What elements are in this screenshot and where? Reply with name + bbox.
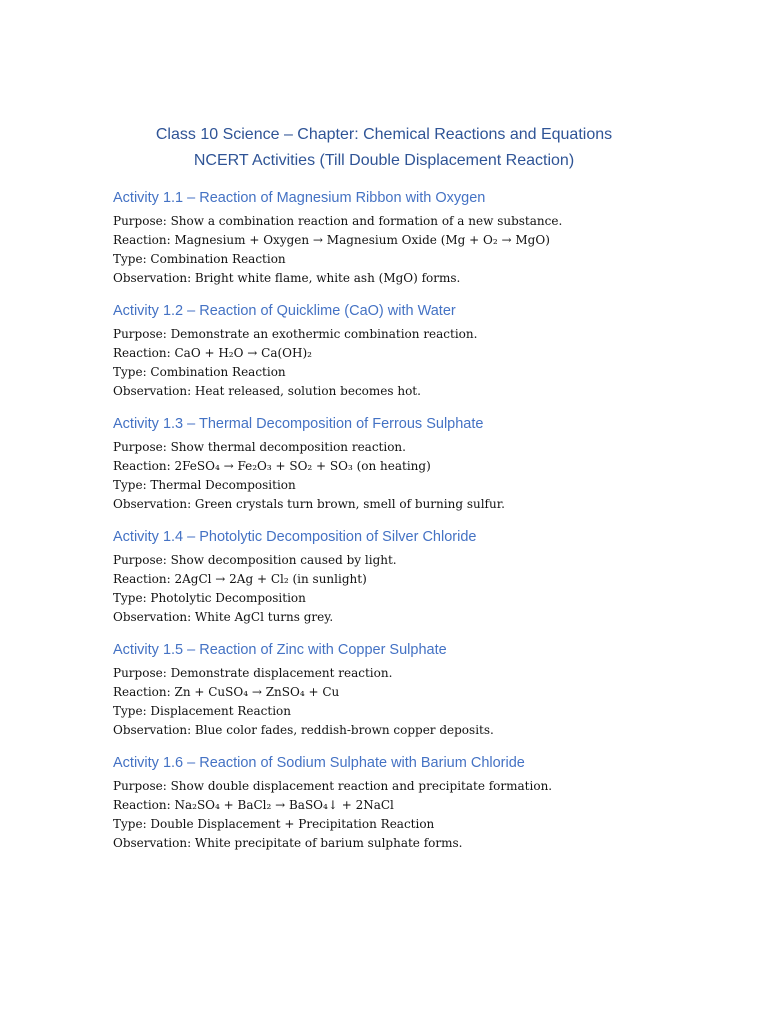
activity-heading: Activity 1.3 – Thermal Decomposition of Ferrous Sulphate	[113, 416, 484, 432]
activity-observation: Observation: Bright white flame, white ash (MgO) forms.	[113, 271, 461, 285]
activity-section-1-1	[113, 189, 733, 288]
activity-type: Type: Combination Reaction	[113, 252, 286, 266]
activity-section-1-2	[113, 302, 733, 401]
activity-purpose: Purpose: Demonstrate displacement reaction.	[113, 666, 393, 680]
activity-observation: Observation: White AgCl turns grey.	[113, 610, 334, 624]
activity-reaction: Reaction: 2FeSO₄ → Fe₂O₃ + SO₂ + SO₃ (on heating)	[113, 459, 431, 473]
activity-section-1-5	[113, 641, 733, 740]
activity-type: Type: Displacement Reaction	[113, 704, 292, 718]
document-title: Class 10 Science – Chapter: Chemical Reactions and Equations	[155, 126, 613, 143]
activity-observation: Observation: Heat released, solution becomes hot.	[113, 384, 421, 398]
activity-heading: Activity 1.6 – Reaction of Sodium Sulphate with Barium Chloride	[113, 755, 525, 771]
activity-heading: Activity 1.4 – Photolytic Decomposition of Silver Chloride	[113, 529, 477, 545]
activity-observation: Observation: Green crystals turn brown, smell of burning sulfur.	[113, 497, 505, 511]
activity-section-1-3	[113, 415, 733, 514]
activity-observation: Observation: White precipitate of barium sulphate forms.	[113, 836, 463, 850]
activity-purpose: Purpose: Show double displacement reaction and precipitate formation.	[113, 779, 553, 793]
activity-observation: Observation: Blue color fades, reddish-brown copper deposits.	[113, 723, 494, 737]
activity-heading: Activity 1.2 – Reaction of Quicklime (CaO) with Water	[113, 303, 456, 319]
activity-purpose: Purpose: Show a combination reaction and formation of a new substance.	[113, 214, 563, 228]
activity-reaction: Reaction: 2AgCl → 2Ag + Cl₂ (in sunlight)	[113, 572, 367, 586]
activity-heading: Activity 1.1 – Reaction of Magnesium Ribbon with Oxygen	[113, 190, 486, 206]
activity-section-1-6	[113, 754, 733, 853]
activity-reaction: Reaction: Magnesium + Oxygen → Magnesium Oxide (Mg + O₂ → MgO)	[113, 233, 550, 247]
activity-reaction: Reaction: CaO + H₂O → Ca(OH)₂	[113, 346, 312, 360]
activity-type: Type: Combination Reaction	[113, 365, 286, 379]
document-subtitle: NCERT Activities (Till Double Displacement Reaction)	[193, 152, 575, 169]
activity-purpose: Purpose: Show thermal decomposition reaction.	[113, 440, 406, 454]
activity-type: Type: Photolytic Decomposition	[113, 591, 306, 605]
activity-purpose: Purpose: Demonstrate an exothermic combination reaction.	[113, 327, 478, 341]
activity-reaction: Reaction: Na₂SO₄ + BaCl₂ → BaSO₄↓ + 2NaCl	[113, 798, 394, 812]
activity-heading: Activity 1.5 – Reaction of Zinc with Copper Sulphate	[113, 642, 447, 658]
activity-purpose: Purpose: Show decomposition caused by light.	[113, 553, 397, 567]
activity-type: Type: Double Displacement + Precipitation Reaction	[113, 817, 435, 831]
activity-type: Type: Thermal Decomposition	[113, 478, 296, 492]
activity-section-1-4	[113, 528, 733, 627]
activity-reaction: Reaction: Zn + CuSO₄ → ZnSO₄ + Cu	[113, 685, 340, 699]
